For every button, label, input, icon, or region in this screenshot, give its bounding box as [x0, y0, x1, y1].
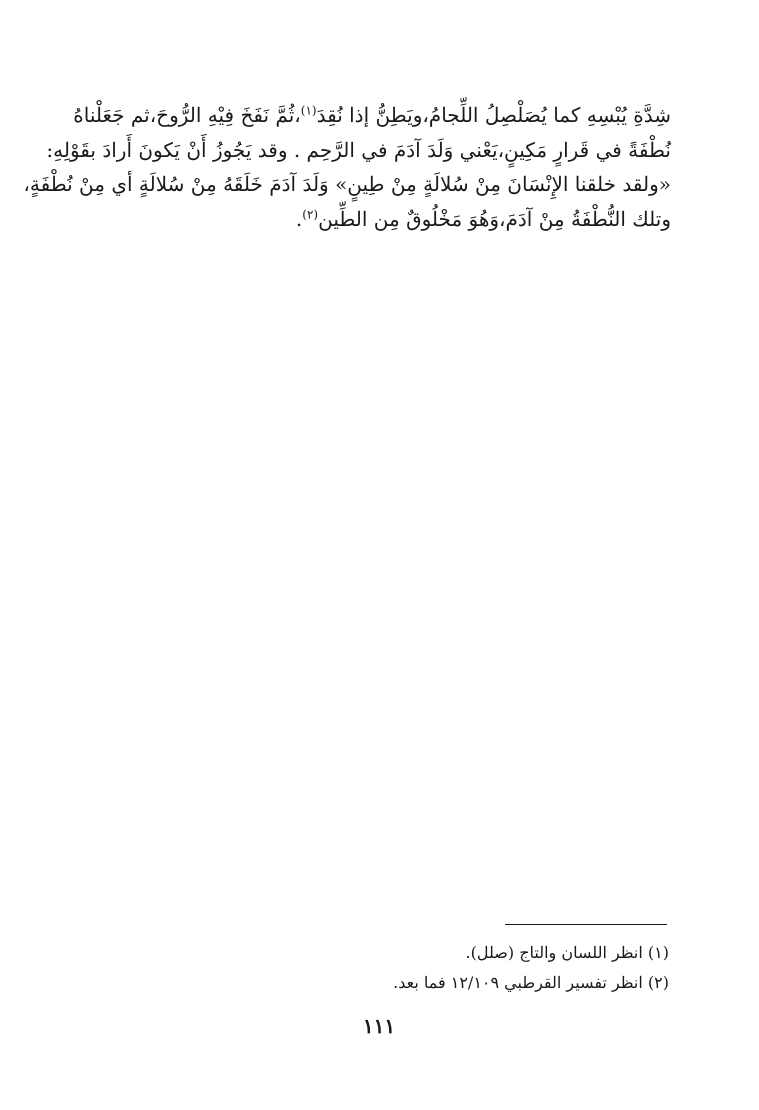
footnote: (١) انظر اللسان والتاج (صلل). — [465, 943, 669, 962]
text-line-content: شِدَّةِ يُبْسِهِ كما يُصَلْصِلُ اللِّجامُ،ويَطِنُّ إذا نُقِدَ — [316, 103, 671, 127]
footnote-reference: (٢) — [302, 206, 319, 221]
text-line-content: وتلك النُّطْفَةُ مِنْ آدَمَ،وَهُوَ مَخْلُوقٌ مِن الطِّين — [318, 206, 671, 231]
footnote-divider — [505, 924, 667, 925]
text-line — [86, 202, 671, 237]
text-line-content: ،ثُمَّ نَفَخَ فِيْهِ الرُّوحَ،ثم جَعَلْناهُ — [73, 103, 301, 127]
footnote: (٢) انظر تفسير القرطبي ١٢/١٠٩ فما بعد. — [393, 973, 669, 992]
page-number: ١١١ — [362, 1014, 396, 1038]
text-line — [73, 98, 671, 133]
text-line-end: . — [295, 206, 303, 231]
footnotes-section — [300, 938, 669, 998]
text-line: نُطْفَةً في قَرارٍ مَكِينٍ،يَعْني وَلَدَ آدَمَ في الرَّحِم . وقد يَجُوزُ أَنْ يَكونَ أَرادَ بقَوْلِهِ: — [46, 137, 671, 162]
text-line: «ولقد خلقنا الإِنْسَانَ مِنْ سُلالَةٍ مِنْ طِينٍ» وَلَدَ آدَمَ خَلَقَهُ مِنْ سُلالَةٍ أي مِنْ نُطْفَةٍ، — [23, 172, 671, 196]
main-text — [23, 98, 671, 236]
footnote-reference: (١) — [300, 103, 317, 118]
